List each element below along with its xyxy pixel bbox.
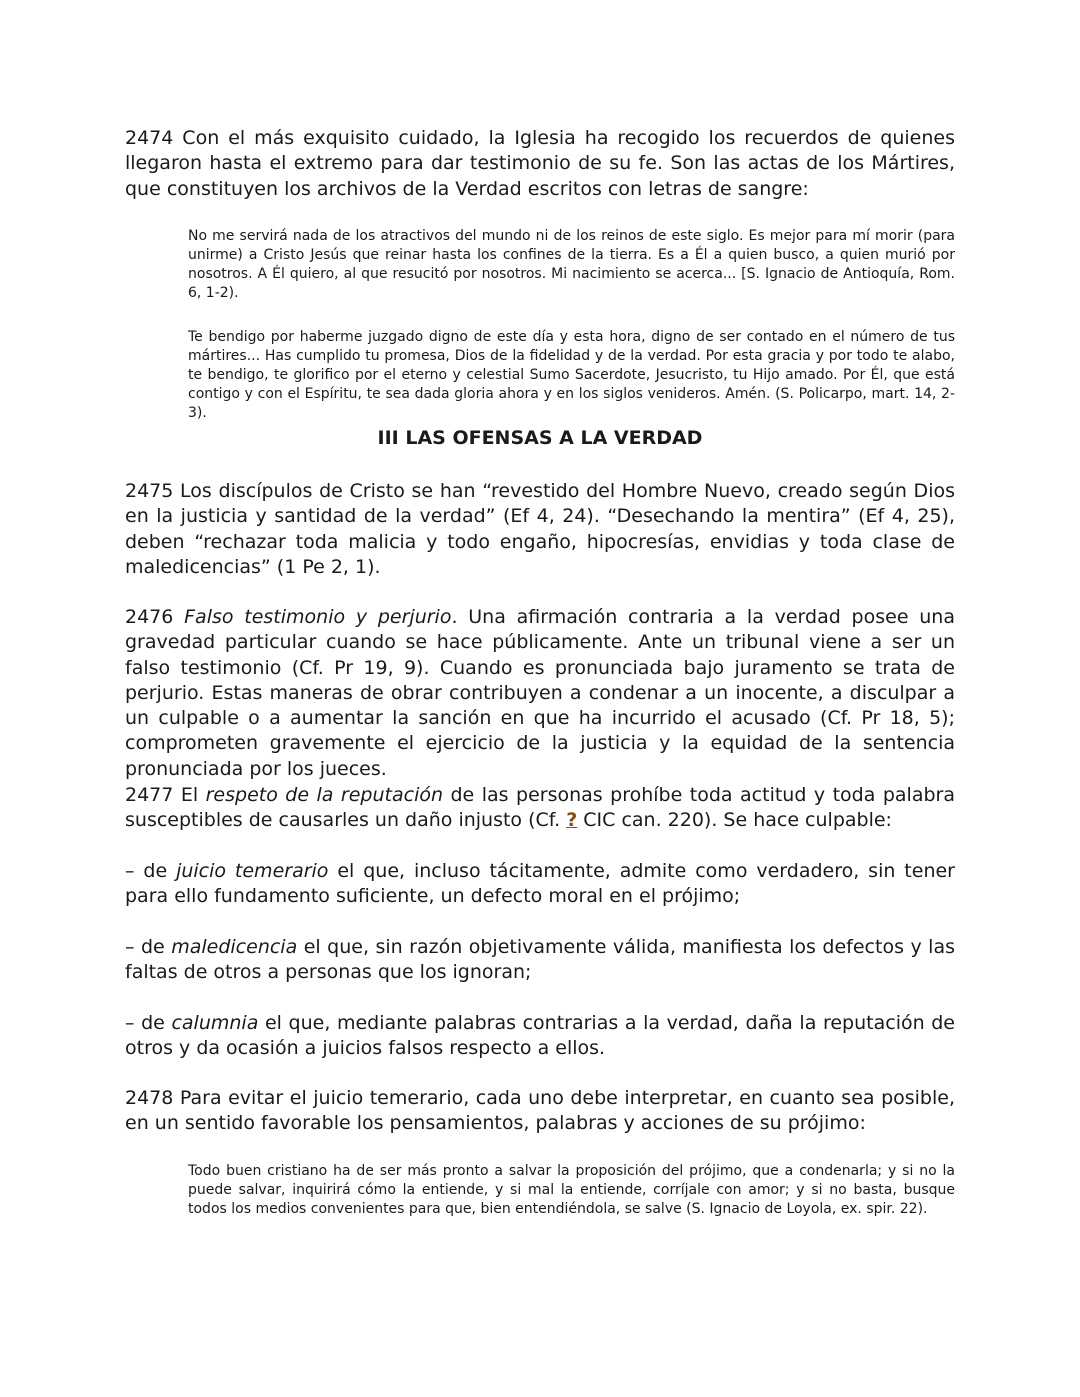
paragraph-text: . Una afirmación contraria a la verdad posee una gravedad particular cuando se hace públicamente. Ante un tribunal viene a ser un falso testimonio (Cf. Pr 19, 9). Cuando es pronunciada bajo juramento se trata de perjurio. Estas maneras de obrar contribuyen a condenar a un inocente, a disculpar a un culpable o a aumentar la sanción en que ha incurrido el acusado (Cf. Pr 18, 5); comprometen gravemente el ejercicio de la justicia y la equidad de la sentencia pronunciada por los jueces. [125,606,955,780]
missing-reference-link[interactable]: ? [566,809,578,832]
quote-policarpo: Te bendigo por haberme juzgado digno de este día y esta hora, digno de ser contado en el número de tus mártires... Has cumplido tu promesa, Dios de la fidelidad y de la verdad. Por esta gracia y por todo te alabo, te bendigo, te glorifico por el eterno y celestial Sumo Sacerdote, Jesucristo, tu Hijo amado. Por Él, que está contigo y con el Espíritu, te sea dada gloria ahora y en los siglos venideros. Amén. (S. Policarpo, mart. 14, 2-3). [188,329,955,421]
list-item-maledicencia [125,935,955,986]
section-heading: III LAS OFENSAS A LA VERDAD [377,427,703,449]
paragraph-2478: 2478 Para evitar el juicio temerario, cada uno debe interpretar, en cuanto sea posible, en un sentido favorable los pensamientos, palabras y acciones de su prójimo: [125,1087,955,1135]
item-text: el que, sin razón objetivamente válida, manifiesta los defectos y las faltas de otros a personas que los ignoran; [125,936,955,984]
quote-ignacio-antioquia: No me servirá nada de los atractivos del mundo ni de los reinos de este siglo. Es mejor para mí morir (para unirme) a Cristo Jesús que reinar hasta los confines de la tierra. Es a Él a quien busco, a quien murió por nosotros. A Él quiero, al que resucitó por nosotros. Mi nacimiento se acerca... [S. Ignacio de Antioquía, Rom. 6, 1-2). [188,228,955,301]
item-term: calumnia [171,1012,259,1034]
item-lead: – de [125,1012,165,1034]
list-item-juicio-temerario [125,859,955,910]
item-lead: – de [125,860,168,882]
paragraph-lead: 2477 El [125,784,199,806]
paragraph-end: CIC can. 220). Se hace culpable: [583,809,892,832]
paragraph-text: de las personas prohíbe toda actitud y toda palabra susceptibles de causarles un daño injusto (Cf. [125,784,955,832]
item-text: el que, mediante palabras contrarias a la verdad, daña la reputación de otros y da ocasión a juicios falsos respecto a ellos. [125,1012,955,1060]
item-lead: – de [125,936,165,958]
item-term: juicio temerario [176,860,329,882]
paragraph-2476 [125,605,955,782]
paragraph-2475: 2475 Los discípulos de Cristo se han “revestido del Hombre Nuevo, creado según Dios en la justicia y santidad de la verdad” (Ef 4, 24). “Desechando la mentira” (Ef 4, 25), deben “rechazar toda malicia y todo engaño, hipocresías, envidias y toda clase de maledicencias” (1 Pe 2, 1). [125,480,955,578]
item-text: el que, incluso tácitamente, admite como verdadero, sin tener para ello fundamento suficiente, un defecto moral en el prójimo; [125,860,955,908]
paragraph-title: Falso testimonio y perjurio [184,606,452,628]
paragraph-2477 [125,783,955,834]
item-term: maledicencia [171,936,298,958]
paragraph-emphasis: respeto de la reputación [205,784,444,806]
list-item-calumnia [125,1011,955,1062]
quote-ignacio-loyola: Todo buen cristiano ha de ser más pronto a salvar la proposición del prójimo, que a condenarla; y si no la puede salvar, inquirirá cómo la entiende, y si mal la entiende, corríjale con amor; y si no basta, busque todos los medios convenientes para que, bien entendiéndola, se salve (S. Ignacio de Loyola, ex. spir. 22). [188,1163,955,1217]
paragraph-2474: 2474 Con el más exquisito cuidado, la Iglesia ha recogido los recuerdos de quienes llegaron hasta el extremo para dar testimonio de su fe. Son las actas de los Mártires, que constituyen los archivos de la Verdad escritos con letras de sangre: [125,127,955,200]
paragraph-number: 2476 [125,606,174,628]
